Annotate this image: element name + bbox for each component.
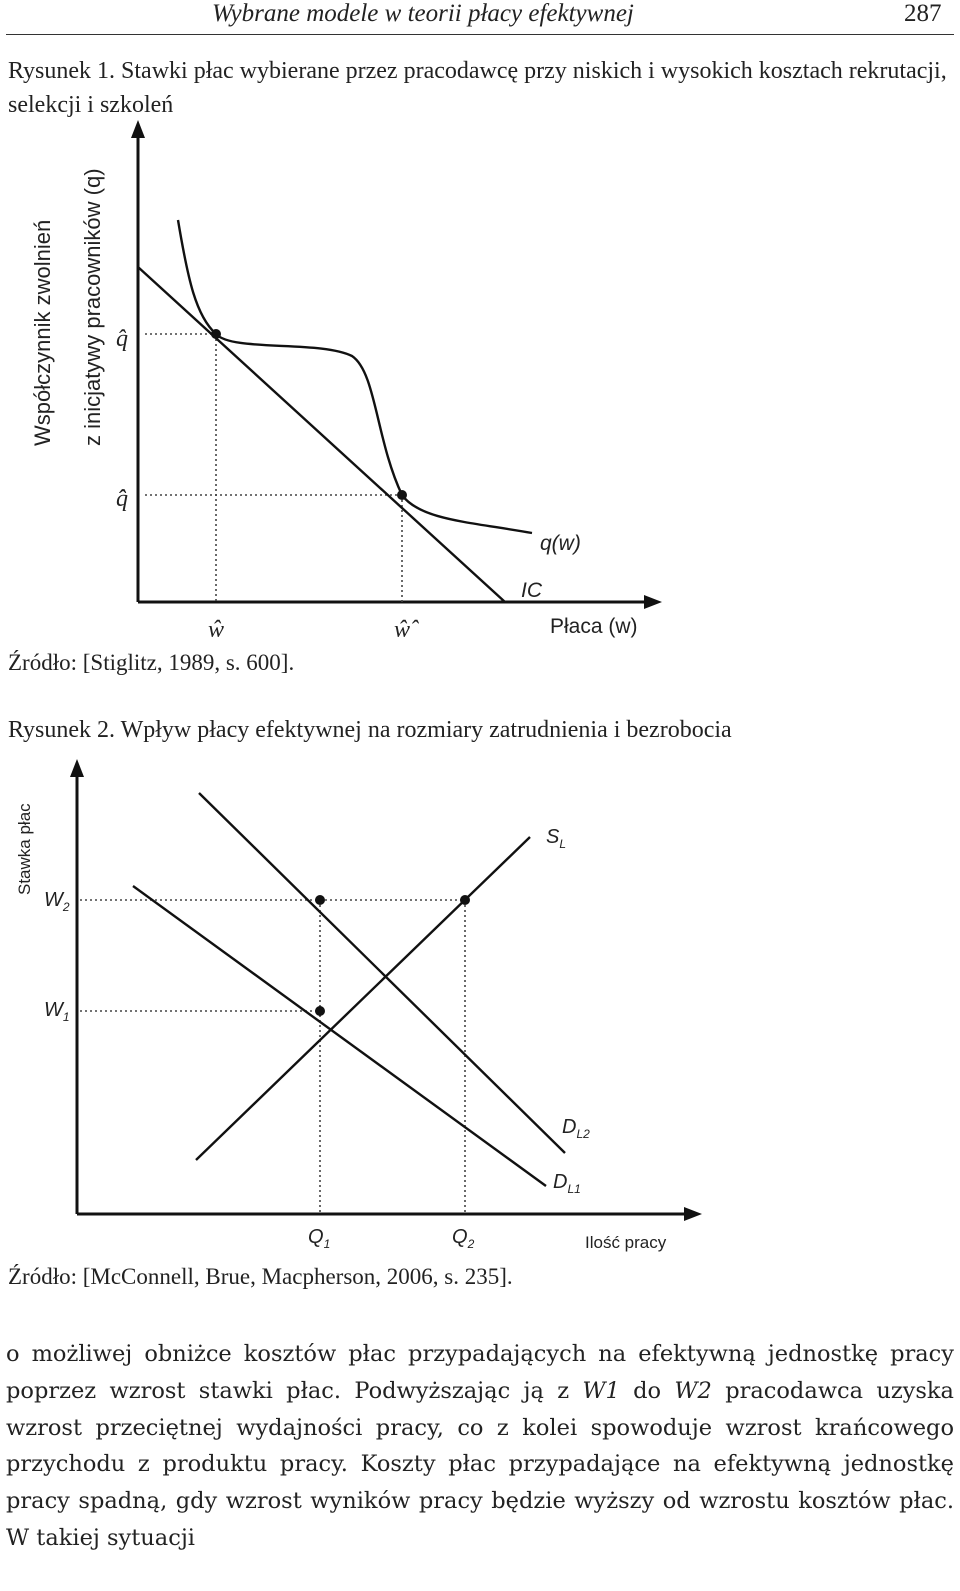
y-axis-arrow — [131, 120, 145, 138]
y-axis-arrow — [70, 759, 84, 777]
tangent-point-2 — [397, 490, 407, 500]
q1-label: $Q_1$ — [308, 1226, 331, 1251]
w-hat-label: ŵ — [208, 617, 225, 643]
point-q1-w1 — [315, 1006, 325, 1016]
w2-inline: W2 — [674, 1377, 712, 1404]
figure2-source: Źródło: [McConnell, Brue, Macpherson, 2006, s. 235]. — [8, 1264, 513, 1289]
supply-label: $S_L$ — [546, 826, 567, 851]
figure2-caption: Rysunek 2. Wpływ płacy efektywnej na rozmiary zatrudnienia i bezrobocia — [8, 717, 732, 743]
q-hat-label: q̂ — [116, 326, 128, 352]
x-axis-label: Ilość pracy — [585, 1233, 667, 1252]
demand2-label: $D_{L2}$ — [562, 1116, 590, 1141]
running-title: Wybrane modele w teorii płacy efektywnej — [212, 0, 634, 27]
supply-curve — [196, 837, 530, 1160]
w1-inline: W1 — [582, 1377, 620, 1404]
y-axis-label-line1: Współczynnik zwolnień — [30, 219, 55, 446]
ic-line — [138, 267, 505, 602]
x-axis-label: Płaca (w) — [550, 615, 638, 638]
y-axis-label: Stawka płac — [15, 803, 34, 895]
curve-label: q(w) — [540, 532, 581, 555]
figure1-caption: Rysunek 1. Stawki płac wybierane przez pracodawcę przy niskich i wysokich kosztach rekrutacji, selekcji i szkoleń — [8, 58, 947, 118]
figure1-diagram — [0, 120, 960, 660]
y-axis-label-line2: z inicjatywy pracowników (q) — [80, 168, 105, 446]
figure2-diagram — [0, 755, 960, 1275]
w1-label: $W_1$ — [44, 999, 70, 1024]
header-rule — [6, 34, 954, 35]
ic-label: IC — [521, 579, 542, 602]
body-paragraph: o możliwej obniżce kosztów płac przypadających na efektywną jednostkę pracy poprzez wzrost stawki płac. Podwyższając ją z W1 do W2 pracodawca uzyska wzrost przeciętnej wydajności pracy, co z kolei spowoduje wzrost krańcowego przychodu z produktu pracy. Koszty płac przypadające na efektywną jednostkę pracy spadną, gdy wzrost wyników pracy będzie wyższy od wzrostu kosztów płac. W takiej sytuacji — [6, 1341, 954, 1551]
tangent-point-1 — [211, 329, 221, 339]
demand1-label: $D_{L1}$ — [553, 1171, 581, 1196]
q2-label: $Q_2$ — [452, 1226, 475, 1251]
q-double-hat-label: q̂̂ — [116, 486, 128, 512]
page-number: 287 — [904, 0, 942, 27]
x-axis-arrow — [644, 595, 662, 609]
w2-label: $W_2$ — [44, 889, 70, 914]
point-q1-w2 — [315, 895, 325, 905]
point-q2-w2 — [460, 895, 470, 905]
figure1-source: Źródło: [Stiglitz, 1989, s. 600]. — [8, 650, 295, 675]
x-axis-arrow — [684, 1207, 702, 1221]
q-of-w-curve — [178, 220, 532, 533]
w-double-hat-label: ŵ̂ — [394, 617, 411, 643]
